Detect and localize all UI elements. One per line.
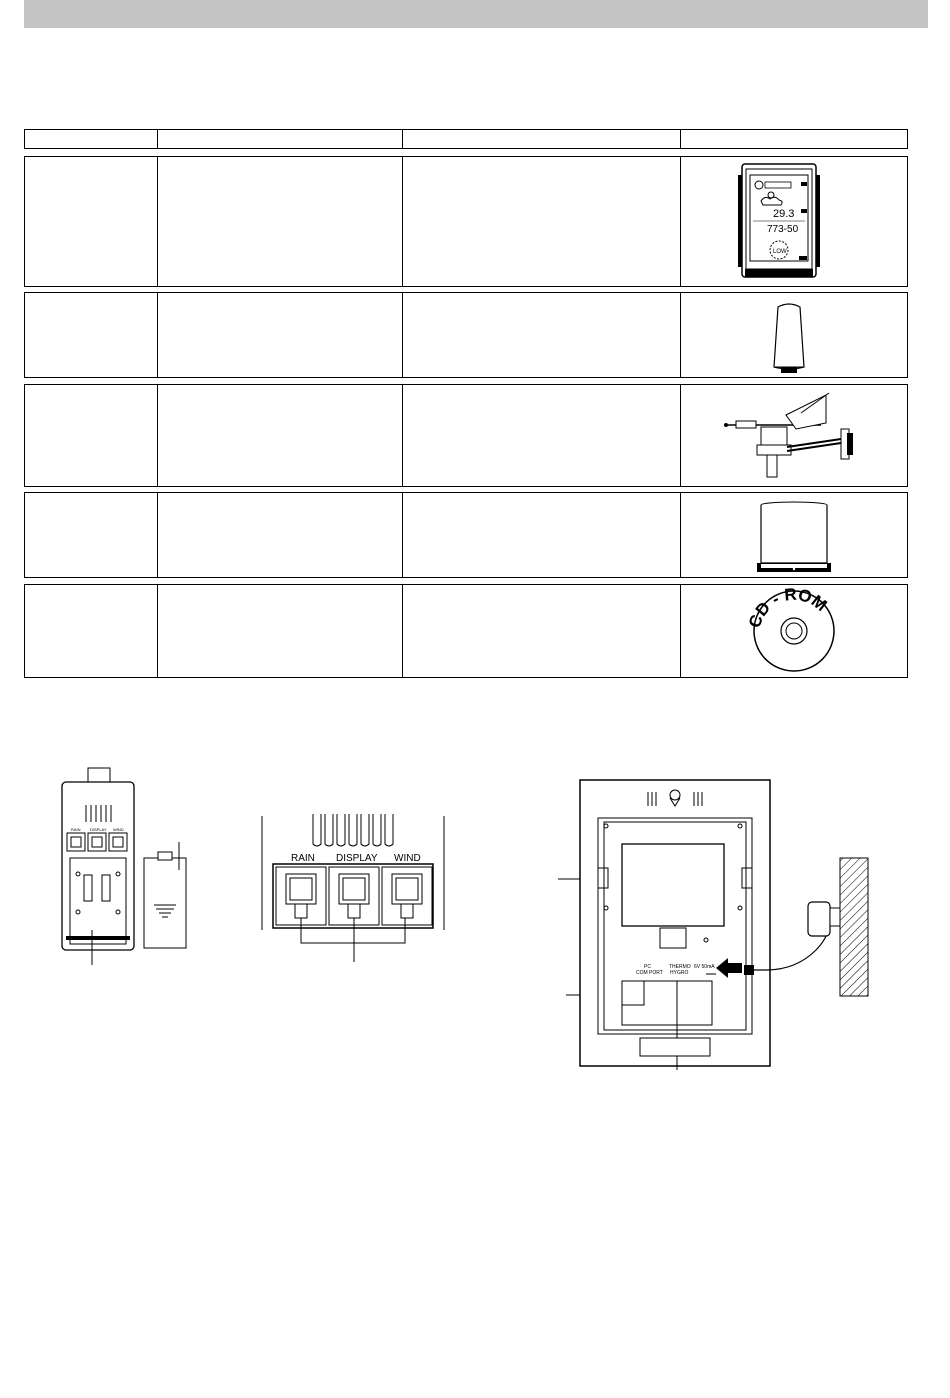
column-divider [157,130,158,148]
table-row [24,492,908,578]
port-label-small-wind: WIND [113,827,124,832]
display-pressure: 773-50 [767,224,799,235]
battery-compartment [622,844,724,926]
display-temperature: 29.3 [773,208,795,220]
pc-com-port-label-2: COM PORT [636,970,663,976]
display-port[interactable] [329,867,379,925]
wind-sensor-image [681,385,907,486]
port-label-small-display: DISPLAY [90,827,107,832]
thermo-hygro-sensor-image [681,293,907,377]
connector-ports-figure [258,812,448,972]
table-row [24,584,908,678]
column-divider [402,130,403,148]
wind-port[interactable] [382,867,432,925]
rain-gauge-image [681,493,907,577]
port-label-rain: RAIN [291,853,315,864]
port-label-display: DISPLAY [336,853,378,864]
port-label-small-rain: RAIN [71,827,81,832]
thermo-label-1: THERMO [669,964,691,970]
table-row [24,292,908,378]
cd-rom-label: CD - ROM [744,585,831,631]
power-label: 6V 50mA [694,964,715,970]
column-divider [680,130,681,148]
thermo-label-2: HYGRO [670,970,689,976]
rain-port[interactable] [276,867,326,925]
table-row [24,156,908,287]
top-gray-bar [24,0,928,28]
table-row [24,384,908,487]
sensor-battery-figure [40,760,210,990]
table-header [24,129,908,149]
svg-text:LOW: LOW [773,249,787,255]
pc-com-port-label-1: PC [644,964,651,970]
cd-rom-image [681,585,907,677]
svg-text:THERMOHYGRO [669,964,691,976]
weather-station-display-image [681,157,907,286]
port-label-wind: WIND [394,853,421,864]
base-station-back-figure [558,778,878,1073]
